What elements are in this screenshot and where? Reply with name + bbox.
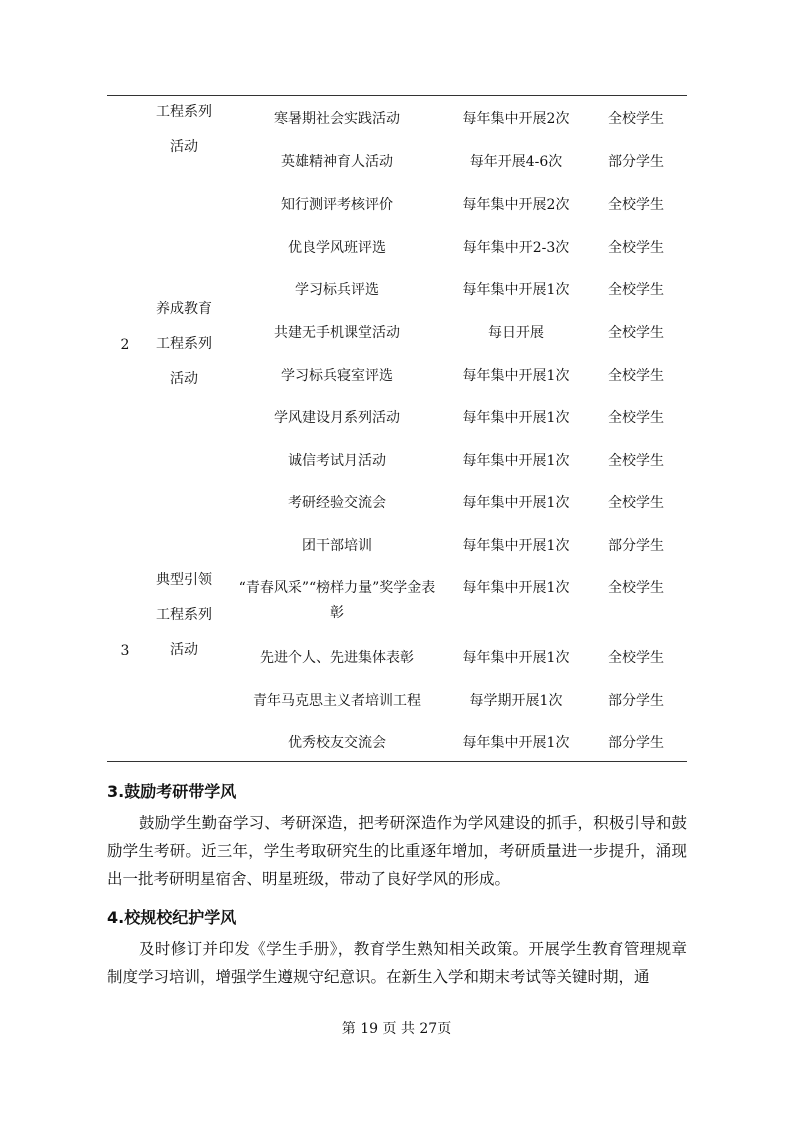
frequency-cell: 每年集中开展1次 <box>462 410 570 426</box>
table-top-rule <box>107 95 687 96</box>
scope-cell: 全校学生 <box>608 580 664 596</box>
category-line: 活动 <box>170 642 198 658</box>
category-line: 典型引领 <box>156 572 212 588</box>
frequency-cell: 每年集中开展1次 <box>462 453 570 469</box>
activity-cell: 知行测评考核评价 <box>281 197 393 213</box>
activity-cell: “青春风采”“榜样力量”奖学金表 <box>238 580 436 596</box>
activity-cell: 优秀校友交流会 <box>288 735 386 751</box>
frequency-cell: 每学期开展1次 <box>469 693 563 709</box>
scope-cell: 全校学生 <box>608 410 664 426</box>
category-line: 活动 <box>170 371 198 387</box>
scope-cell: 部分学生 <box>608 154 664 170</box>
scope-cell: 全校学生 <box>608 495 664 511</box>
scope-cell: 全校学生 <box>608 368 664 384</box>
scope-cell: 全校学生 <box>608 325 664 341</box>
frequency-cell: 每年集中开2-3次 <box>462 240 570 256</box>
activity-cell: 团干部培训 <box>302 538 372 554</box>
scope-cell: 全校学生 <box>608 240 664 256</box>
activity-cell-continuation: 彰 <box>330 605 344 621</box>
frequency-cell: 每年集中开展1次 <box>462 538 570 554</box>
section-heading: 4.校规校纪护学风 <box>107 908 237 927</box>
frequency-cell: 每年开展4-6次 <box>469 154 563 170</box>
frequency-cell: 每年集中开展1次 <box>462 735 570 751</box>
category-line: 养成教育 <box>156 301 212 317</box>
activity-cell: 寒暑期社会实践活动 <box>274 111 400 127</box>
frequency-cell: 每年集中开展2次 <box>462 111 570 127</box>
activity-cell: 青年马克思主义者培训工程 <box>253 693 421 709</box>
table-bottom-rule <box>107 761 687 762</box>
scope-cell: 全校学生 <box>608 197 664 213</box>
frequency-cell: 每年集中开展1次 <box>462 650 570 666</box>
category-line: 工程系列 <box>156 336 212 352</box>
group-number: 3 <box>120 643 130 659</box>
scope-cell: 部分学生 <box>608 693 664 709</box>
section-heading: 3.鼓励考研带学风 <box>107 782 237 801</box>
section-paragraph: 鼓励学生勤奋学习、考研深造，把考研深造作为学风建设的抓手，积极引导和鼓励学生考研。近三年，学生考取研究生的比重逐年增加，考研质量进一步提升，涌现出一批考研明星宿舍、明星班级，带动了良好学风的形成。 <box>107 814 687 888</box>
scope-cell: 部分学生 <box>608 735 664 751</box>
category-line: 工程系列 <box>156 104 212 120</box>
activity-cell: 学习标兵评选 <box>295 282 379 298</box>
activity-cell: 学习标兵寝室评选 <box>281 368 393 384</box>
scope-cell: 全校学生 <box>608 453 664 469</box>
activity-cell: 考研经验交流会 <box>288 495 386 511</box>
scope-cell: 部分学生 <box>608 538 664 554</box>
scope-cell: 全校学生 <box>608 650 664 666</box>
frequency-cell: 每年集中开展1次 <box>462 580 570 596</box>
category-line: 活动 <box>170 139 198 155</box>
activity-cell: 先进个人、先进集体表彰 <box>260 650 414 666</box>
activity-cell: 优良学风班评选 <box>288 240 386 256</box>
category-line: 工程系列 <box>156 607 212 623</box>
page-footer: 第 19 页 共 27页 <box>341 1021 452 1037</box>
frequency-cell: 每年集中开展2次 <box>462 197 570 213</box>
scope-cell: 全校学生 <box>608 111 664 127</box>
frequency-cell: 每年集中开展1次 <box>462 368 570 384</box>
scope-cell: 全校学生 <box>608 282 664 298</box>
frequency-cell: 每年集中开展1次 <box>462 495 570 511</box>
activity-cell: 共建无手机课堂活动 <box>274 325 400 341</box>
section-paragraph: 及时修订并印发《学生手册》，教育学生熟知相关政策。开展学生教育管理规章制度学习培训，增强学生遵规守纪意识。在新生入学和期末考试等关键时期，通 <box>107 940 687 986</box>
frequency-cell: 每年集中开展1次 <box>462 282 570 298</box>
activity-cell: 学风建设月系列活动 <box>274 410 400 426</box>
activity-cell: 诚信考试月活动 <box>288 453 386 469</box>
activity-cell: 英雄精神育人活动 <box>281 154 393 170</box>
frequency-cell: 每日开展 <box>488 325 544 341</box>
group-number: 2 <box>120 337 130 353</box>
